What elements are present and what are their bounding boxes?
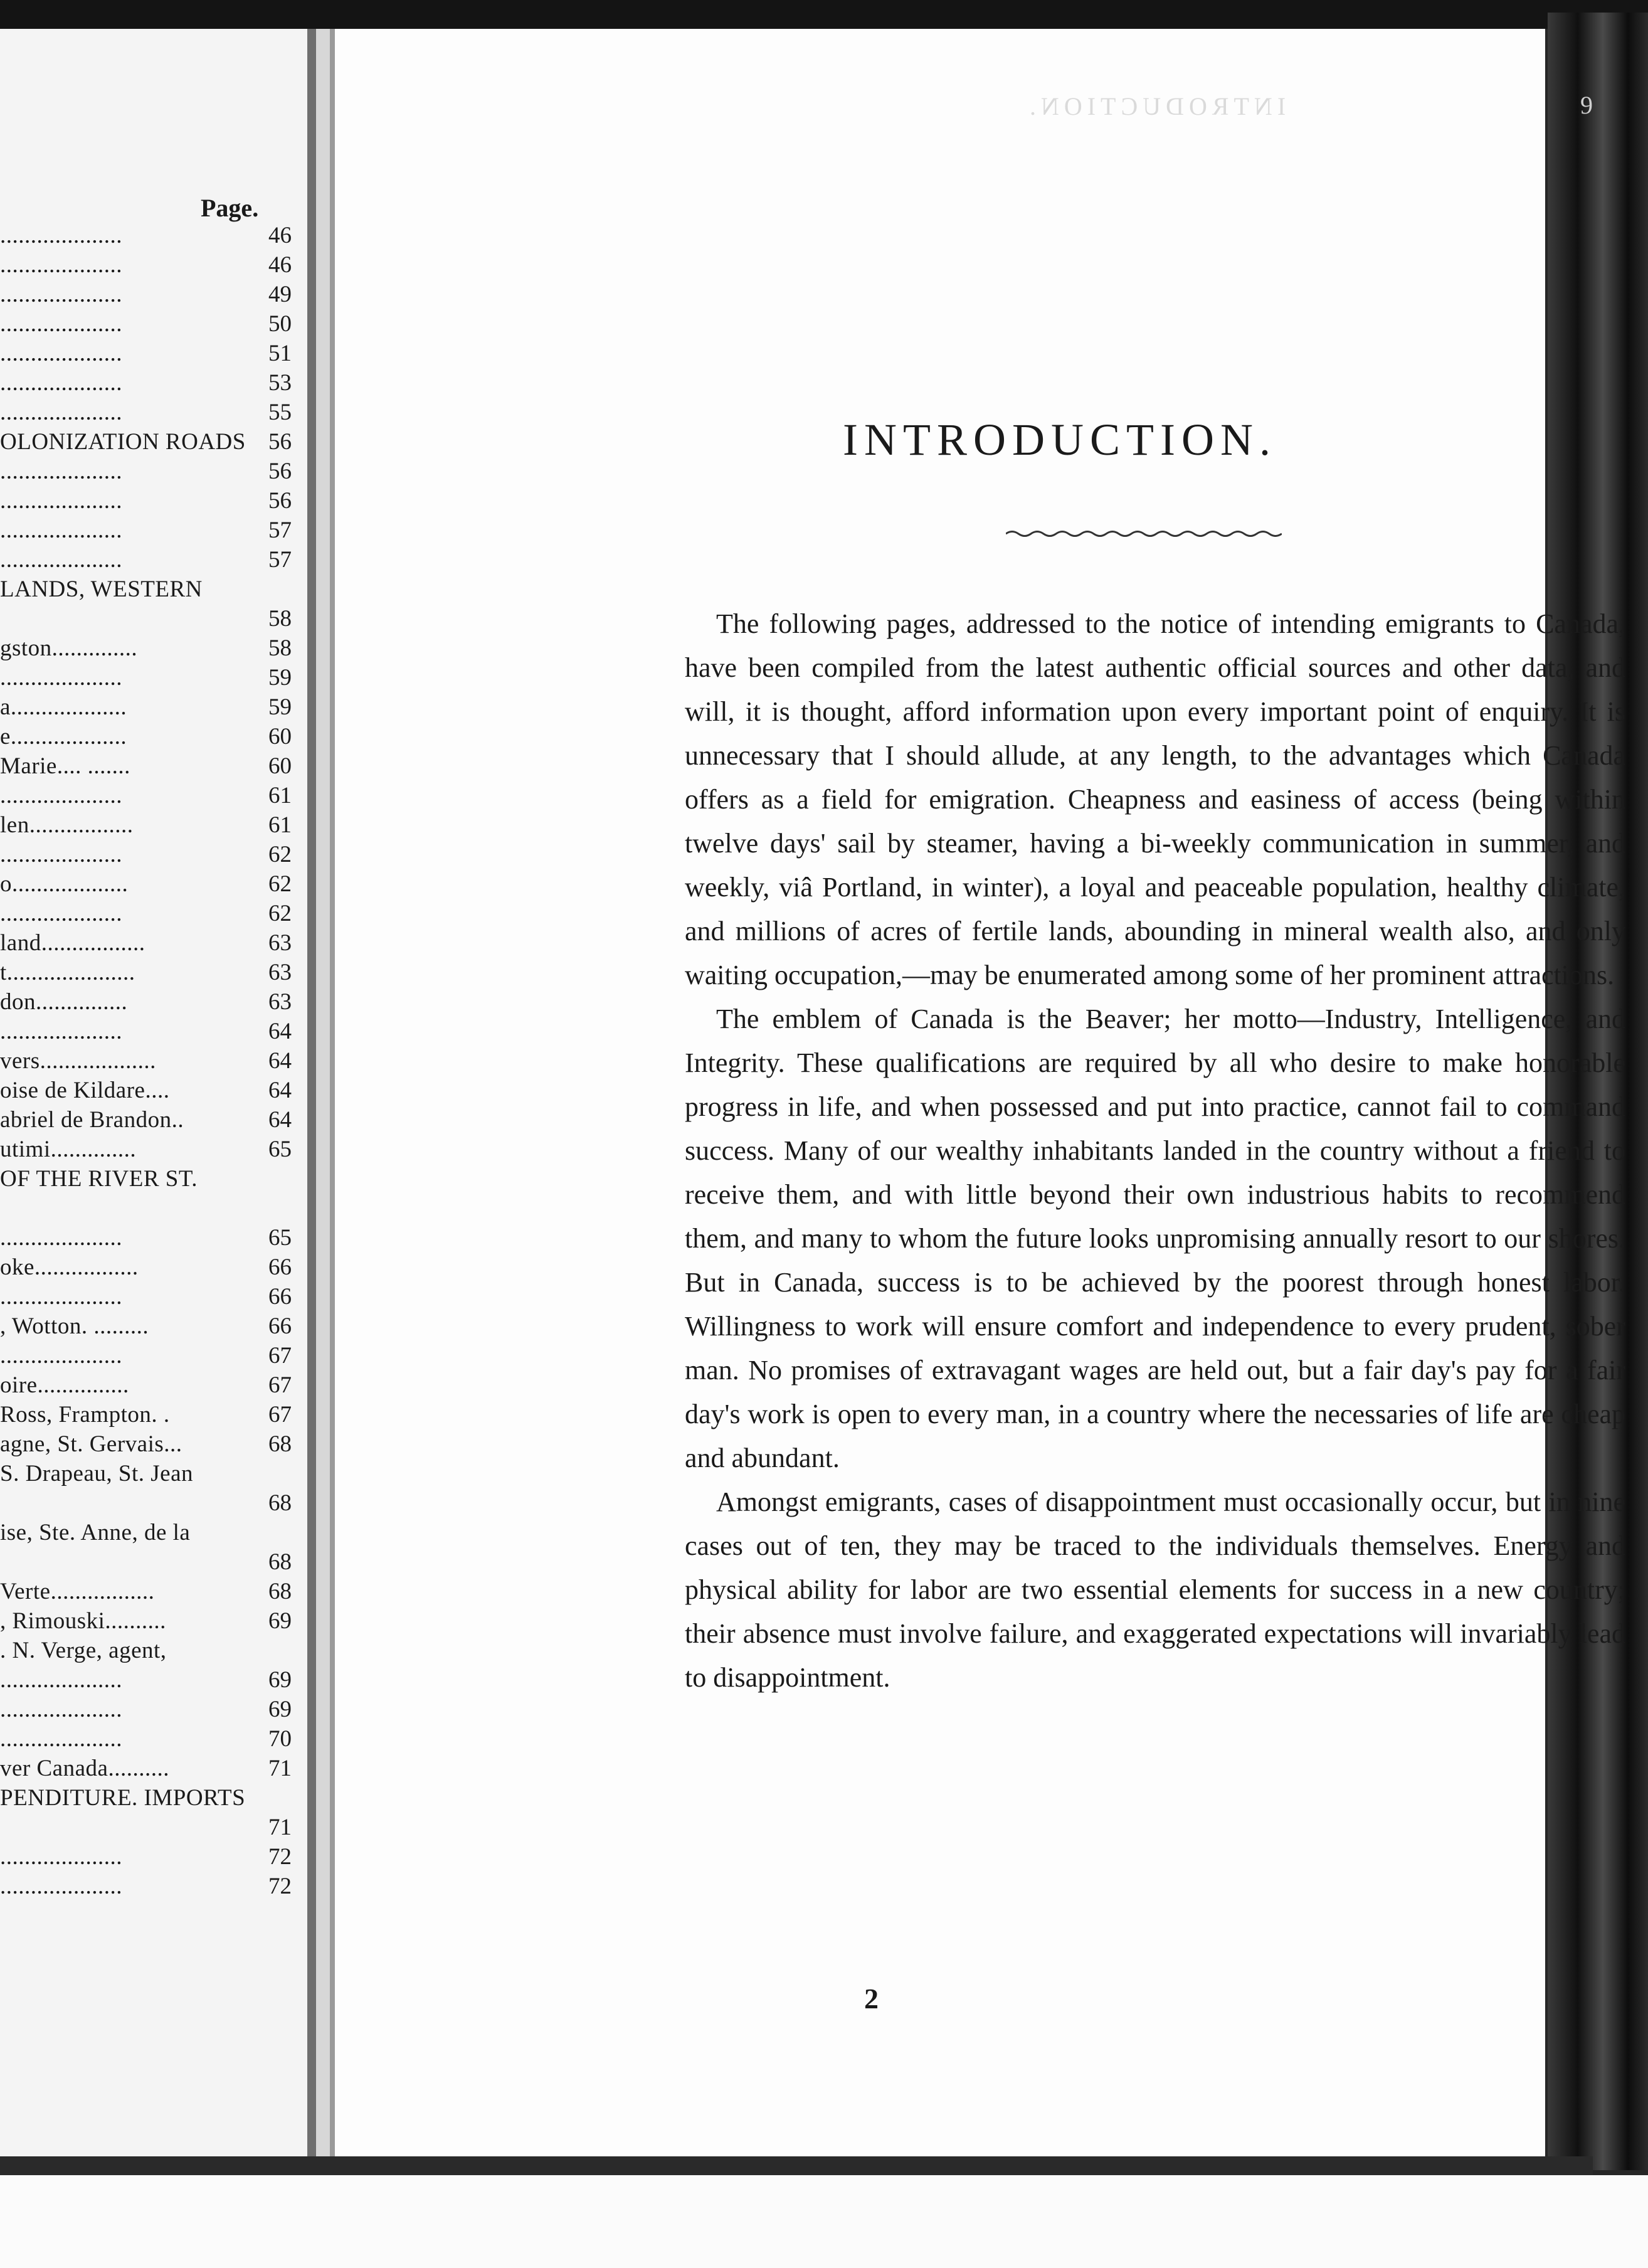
gutter-line	[330, 29, 335, 2161]
toc-row	[0, 221, 301, 250]
toc-row	[0, 1724, 301, 1754]
toc-entry-text: ....................	[0, 783, 122, 808]
scan-bottom-margin	[0, 2175, 1648, 2268]
toc-row	[0, 1606, 301, 1636]
toc-row	[0, 987, 301, 1017]
toc-row	[0, 250, 301, 280]
toc-entry-text: ....................	[0, 282, 122, 307]
toc-entry-text: oke.................	[0, 1254, 139, 1280]
toc-row	[0, 663, 301, 692]
toc-entry-text: . N. Verge, agent,	[0, 1638, 167, 1663]
toc-entry-text: abriel de Brandon..	[0, 1107, 184, 1133]
toc-row	[0, 1312, 301, 1341]
toc-page-number: 58	[268, 606, 292, 632]
title-ornament-rule	[1006, 524, 1282, 543]
toc-page-number: 68	[268, 1431, 292, 1457]
toc-entry-text: utimi..............	[0, 1137, 137, 1162]
toc-page-number: 68	[268, 1579, 292, 1604]
toc-row	[0, 810, 301, 840]
toc-entry-text: ....................	[0, 311, 122, 337]
toc-page-number: 60	[268, 753, 292, 779]
toc-page-number: 49	[268, 282, 292, 307]
toc-page-number: 68	[268, 1490, 292, 1516]
toc-entry-text: ....................	[0, 252, 122, 278]
toc-page-number: 63	[268, 930, 292, 956]
toc-page-number: 67	[268, 1402, 292, 1428]
paragraph: The following pages, addressed to the notice of intending emigrants to Canada, have been compiled from the latest authentic official sources and other data, and will, it is thought, afford information upon every important point of enquiry. It is unnecessary that I should allude, at any length, to the advantages which Canada offers as a field for emigration. Cheapness and easiness of access (being within twelve days' sail by steamer, having a bi-weekly communication in summer, and weekly, viâ Portland, in winter), a loyal and peaceable population, healthy climate, and millions of acres of fertile lands, abounding in mineral wealth also, and only waiting occupation,—may be enumerated among some of her prominent attractions.	[685, 608, 1625, 990]
gutter-line	[307, 29, 316, 2161]
toc-row	[0, 1488, 301, 1518]
toc-row	[0, 1046, 301, 1076]
toc-page-number: 46	[268, 252, 292, 278]
toc-entry-text: vers...................	[0, 1048, 156, 1074]
introduction-body	[685, 602, 1625, 1700]
toc-entry-text: t.....................	[0, 960, 135, 985]
toc-row	[0, 1783, 301, 1813]
toc-row	[0, 1636, 301, 1665]
toc-entry-text: ....................	[0, 223, 122, 248]
toc-page-number: 69	[268, 1608, 292, 1634]
toc-row	[0, 516, 301, 545]
toc-row	[0, 1194, 301, 1223]
page-title: INTRODUCTION.	[843, 415, 1277, 465]
toc-entry-text: len.................	[0, 812, 134, 838]
toc-entry-text: ....................	[0, 1726, 122, 1752]
toc-page-number: 61	[268, 812, 292, 838]
paragraph: Amongst emigrants, cases of disappointment must occasionally occur, but in nine cases out of ten, they may be traced to the individuals themselves. Energy and physical ability for labor are two essential elements for success in a new country; their absence must involve failure, and exaggerated expectations will invariably lead to disappointment.	[685, 1486, 1625, 1693]
toc-page-number: 65	[268, 1137, 292, 1162]
toc-row	[0, 692, 301, 722]
toc-row	[0, 1518, 301, 1547]
toc-page-number: 71	[268, 1756, 292, 1781]
toc-page-number: 61	[268, 783, 292, 808]
toc-entry-text: o...................	[0, 871, 129, 897]
toc-page-number: 68	[268, 1549, 292, 1575]
toc-entry-text: don...............	[0, 989, 128, 1015]
toc-entry-text: ise, Ste. Anne, de la	[0, 1520, 191, 1545]
toc-row	[0, 398, 301, 427]
toc-entry-text: ....................	[0, 1844, 122, 1870]
toc-page-number: 69	[268, 1667, 292, 1693]
toc-row	[0, 604, 301, 633]
toc-page-number: 67	[268, 1343, 292, 1369]
toc-page-number: 64	[268, 1107, 292, 1133]
toc-page-number: 56	[268, 488, 292, 514]
toc-row	[0, 869, 301, 899]
toc-entry-text: land.................	[0, 930, 145, 956]
toc-entry-text: ....................	[0, 842, 122, 867]
toc-row	[0, 1341, 301, 1370]
toc-row	[0, 1164, 301, 1194]
toc-entry-text: PENDITURE. IMPORTS	[0, 1785, 246, 1811]
toc-row	[0, 1754, 301, 1783]
toc-row	[0, 280, 301, 309]
scan-top-edge	[0, 0, 1648, 29]
toc-page-number: 51	[268, 341, 292, 366]
toc-entry-text: ....................	[0, 1225, 122, 1251]
toc-row	[0, 457, 301, 486]
bleed-through-page-number: 9	[1580, 91, 1593, 119]
toc-row	[0, 1547, 301, 1577]
current-page	[335, 29, 1625, 2156]
toc-page-number: 62	[268, 842, 292, 867]
toc-entry-text: LANDS, WESTERN	[0, 576, 203, 602]
toc-entry-text: ....................	[0, 341, 122, 366]
toc-entry-text: ....................	[0, 1873, 122, 1899]
toc-page-number: 66	[268, 1313, 292, 1339]
toc-page-number: 63	[268, 960, 292, 985]
toc-page-number: 57	[268, 547, 292, 573]
toc-row	[0, 1076, 301, 1105]
toc-page-number: 58	[268, 635, 292, 661]
toc-page-number: 72	[268, 1844, 292, 1870]
toc-entry-text: ....................	[0, 1343, 122, 1369]
toc-row	[0, 840, 301, 869]
toc-entry-text: ....................	[0, 1019, 122, 1044]
page-number: 2	[864, 1983, 879, 2015]
toc-entry-text: ver Canada..........	[0, 1756, 169, 1781]
toc-page-number: 62	[268, 871, 292, 897]
toc-page-number: 55	[268, 400, 292, 425]
toc-entry-text: ....................	[0, 488, 122, 514]
toc-row	[0, 1665, 301, 1695]
toc-entry-text: OLONIZATION ROADS	[0, 429, 246, 455]
toc-row	[0, 1017, 301, 1046]
toc-row	[0, 1872, 301, 1901]
toc-row	[0, 751, 301, 781]
toc-page-number: 67	[268, 1372, 292, 1398]
toc-row	[0, 1370, 301, 1400]
toc-row	[0, 928, 301, 958]
toc-entry-text: oise de Kildare....	[0, 1078, 170, 1103]
toc-list	[0, 221, 301, 1901]
toc-entry-text: , Wotton. .........	[0, 1313, 149, 1339]
bleed-through-header: INTRODUCTION.	[1025, 92, 1286, 120]
toc-entry-text: ....................	[0, 1284, 122, 1310]
toc-entry-text: ....................	[0, 517, 122, 543]
toc-row	[0, 781, 301, 810]
toc-row	[0, 958, 301, 987]
toc-row	[0, 1459, 301, 1488]
toc-page-number: 64	[268, 1048, 292, 1074]
toc-page-number: 59	[268, 694, 292, 720]
toc-row	[0, 1400, 301, 1429]
toc-entry-text: OF THE RIVER ST.	[0, 1166, 198, 1192]
toc-entry-text: ....................	[0, 665, 122, 691]
toc-page-number: 64	[268, 1019, 292, 1044]
toc-row	[0, 427, 301, 457]
toc-row	[0, 1105, 301, 1135]
toc-entry-text: ....................	[0, 901, 122, 926]
toc-row	[0, 486, 301, 516]
toc-page-number: 46	[268, 223, 292, 248]
toc-row	[0, 1577, 301, 1606]
toc-entry-text: Marie.... .......	[0, 753, 130, 779]
toc-page-number: 63	[268, 989, 292, 1015]
toc-entry-text: ....................	[0, 370, 122, 396]
toc-page-number: 62	[268, 901, 292, 926]
toc-entry-text: ....................	[0, 1667, 122, 1693]
toc-entry-text: S. Drapeau, St. Jean	[0, 1461, 193, 1486]
toc-page-number: 60	[268, 724, 292, 750]
toc-row	[0, 1695, 301, 1724]
toc-page-number: 64	[268, 1078, 292, 1103]
toc-row	[0, 575, 301, 604]
toc-entry-text: e...................	[0, 724, 127, 750]
toc-row	[0, 545, 301, 575]
previous-page-contents	[0, 29, 314, 2156]
gutter-shade	[316, 29, 330, 2161]
toc-page-number: 57	[268, 517, 292, 543]
toc-row	[0, 368, 301, 398]
toc-page-number: 56	[268, 458, 292, 484]
toc-row	[0, 899, 301, 928]
toc-entry-text: gston..............	[0, 635, 138, 661]
toc-page-number: 71	[268, 1815, 292, 1840]
toc-row	[0, 339, 301, 368]
toc-page-number: 69	[268, 1697, 292, 1722]
toc-entry-text: Verte.................	[0, 1579, 155, 1604]
toc-entry-text: ....................	[0, 458, 122, 484]
toc-entry-text: oire...............	[0, 1372, 129, 1398]
toc-page-number: 56	[268, 429, 292, 455]
toc-row	[0, 722, 301, 751]
toc-row	[0, 1135, 301, 1164]
toc-entry-text: ....................	[0, 547, 122, 573]
toc-page-number: 59	[268, 665, 292, 691]
toc-page-number: 70	[268, 1726, 292, 1752]
toc-row	[0, 1253, 301, 1282]
toc-row	[0, 1842, 301, 1872]
toc-entry-text: agne, St. Gervais...	[0, 1431, 182, 1457]
toc-page-column-header: Page.	[201, 194, 259, 222]
toc-entry-text: Ross, Frampton. .	[0, 1402, 170, 1428]
toc-page-number: 66	[268, 1254, 292, 1280]
toc-page-number: 66	[268, 1284, 292, 1310]
toc-row	[0, 309, 301, 339]
toc-entry-text: ....................	[0, 400, 122, 425]
toc-page-number: 53	[268, 370, 292, 396]
toc-page-number: 65	[268, 1225, 292, 1251]
paragraph: The emblem of Canada is the Beaver; her motto—Industry, Intelligence, and Integrity. These qualifications are required by all who desire to make honorable progress in life, and when possessed and put into practice, cannot fail to command success. Many of our wealthy inhabitants landed in the country without a friend to receive them, and with little beyond their own industrious habits to recommend them, and many to whom the future looks unpromising annually resort to our shores. But in Canada, success is to be achieved by the poorest through honest labor. Willingness to work will ensure comfort and independence to every prudent, sober man. No promises of extravagant wages are held out, but a fair day's pay for a fair day's work is open to every man, in a country where the necessaries of life are cheap and abundant.	[685, 1004, 1625, 1473]
toc-row	[0, 1223, 301, 1253]
toc-row	[0, 633, 301, 663]
toc-row	[0, 1282, 301, 1312]
toc-entry-text: ....................	[0, 1697, 122, 1722]
toc-entry-text: a...................	[0, 694, 127, 720]
toc-page-number: 50	[268, 311, 292, 337]
toc-page-number: 72	[268, 1873, 292, 1899]
toc-entry-text: , Rimouski..........	[0, 1608, 166, 1634]
toc-row	[0, 1429, 301, 1459]
toc-row	[0, 1813, 301, 1842]
